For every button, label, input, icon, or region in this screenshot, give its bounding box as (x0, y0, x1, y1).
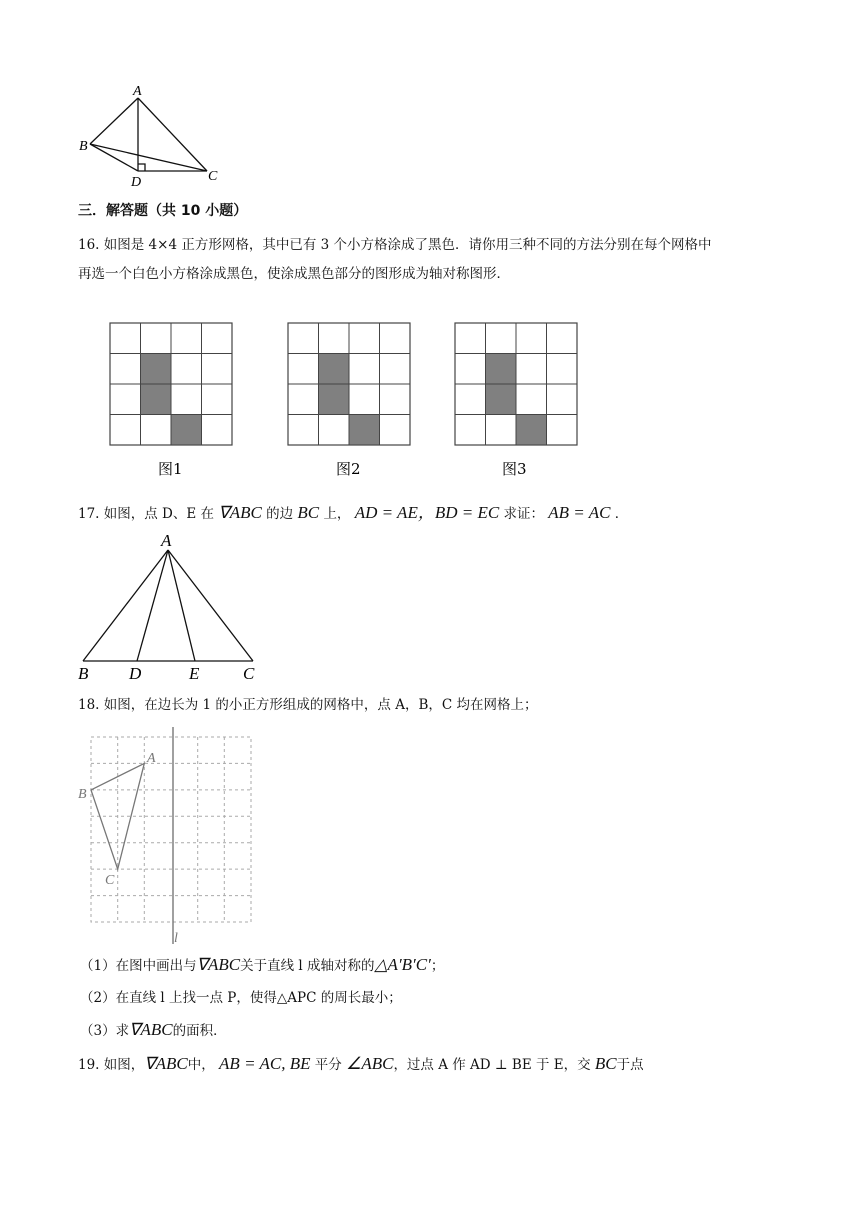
q17-end: ． (614, 506, 629, 522)
label-l: l (174, 931, 178, 946)
q16-line2: 再选一个白色小方格涂成黑色，使涂成黑色部分的图形成为轴对称图形． (78, 266, 510, 282)
q18-sub2: （2）在直线 l 上找一点 P，使得△APC 的周长最小； (80, 990, 402, 1006)
q17-prove: 求证： (503, 506, 544, 522)
section-title: 三．解答题（共 10 小题） (78, 203, 248, 219)
label-C: C (243, 664, 255, 683)
caption-fig1: 图1 (158, 460, 183, 478)
label-A: A (161, 531, 172, 550)
label-A: A (133, 84, 142, 99)
figure-q17-triangle (70, 530, 270, 685)
label-B: B (78, 664, 89, 683)
q18-sub1-triangle: ∇ABC (196, 955, 241, 974)
q18-sub3: （3）求∇ABC的面积． (80, 1020, 227, 1039)
q18-stem: 18. 如图，在边长为 1 的小正方形组成的网格中，点 A，B，C 均在网格上； (78, 697, 538, 713)
figure-q18-grid (75, 722, 265, 947)
q17-on: 上， (323, 506, 351, 522)
q17-goal: AB = AC (548, 503, 611, 522)
q19-angle: ∠ABC (346, 1054, 394, 1073)
grid-figure-1 (110, 323, 232, 445)
q17-mid: 的边 (266, 506, 294, 522)
figure-q15-triangle (70, 80, 230, 190)
q18-sub1: （1）在图中画出与∇ABC关于直线 l 成轴对称的△A′B′C′； (80, 955, 445, 974)
label-C: C (208, 169, 218, 184)
q17-condition: AD = AE，BD = EC (354, 503, 500, 522)
q19-bc: BC (594, 1054, 617, 1073)
label-D: D (131, 175, 142, 190)
label-A: A (147, 751, 156, 766)
caption-fig3: 图3 (502, 460, 527, 478)
q17-triangle: ∇ABC (218, 503, 262, 522)
q19-text: 19. 如图，∇ABC中， AB = AC, BE 平分 ∠ABC，过点 A 作 AD ⊥ BE 于 E，交 BC于点 (78, 1054, 644, 1073)
label-E: E (189, 664, 200, 683)
q16-line1: 16. 如图是 4×4 正方形网格，其中已有 3 个小方格涂成了黑色．请你用三种不同的方法分别在每个网格中 (78, 237, 712, 253)
q16-grid-figures (100, 318, 600, 483)
grid-figure-2 (288, 323, 410, 445)
q17-lead: 17. 如图，点 D、E 在 (78, 506, 215, 522)
q19-triangle: ∇ABC (144, 1054, 188, 1073)
q17-bc: BC (297, 503, 320, 522)
caption-fig2: 图2 (336, 460, 361, 478)
q17-text (78, 503, 628, 524)
label-B: B (79, 139, 88, 154)
q19-condition: AB = AC, BE (219, 1054, 311, 1073)
label-D: D (129, 664, 142, 683)
label-B: B (78, 787, 87, 802)
label-C: C (105, 873, 115, 888)
q18-sub3-triangle: ∇ABC (129, 1020, 173, 1039)
grid-figure-3 (455, 323, 577, 445)
q18-sub1-triangle-image: △A′B′C′ (374, 955, 431, 974)
